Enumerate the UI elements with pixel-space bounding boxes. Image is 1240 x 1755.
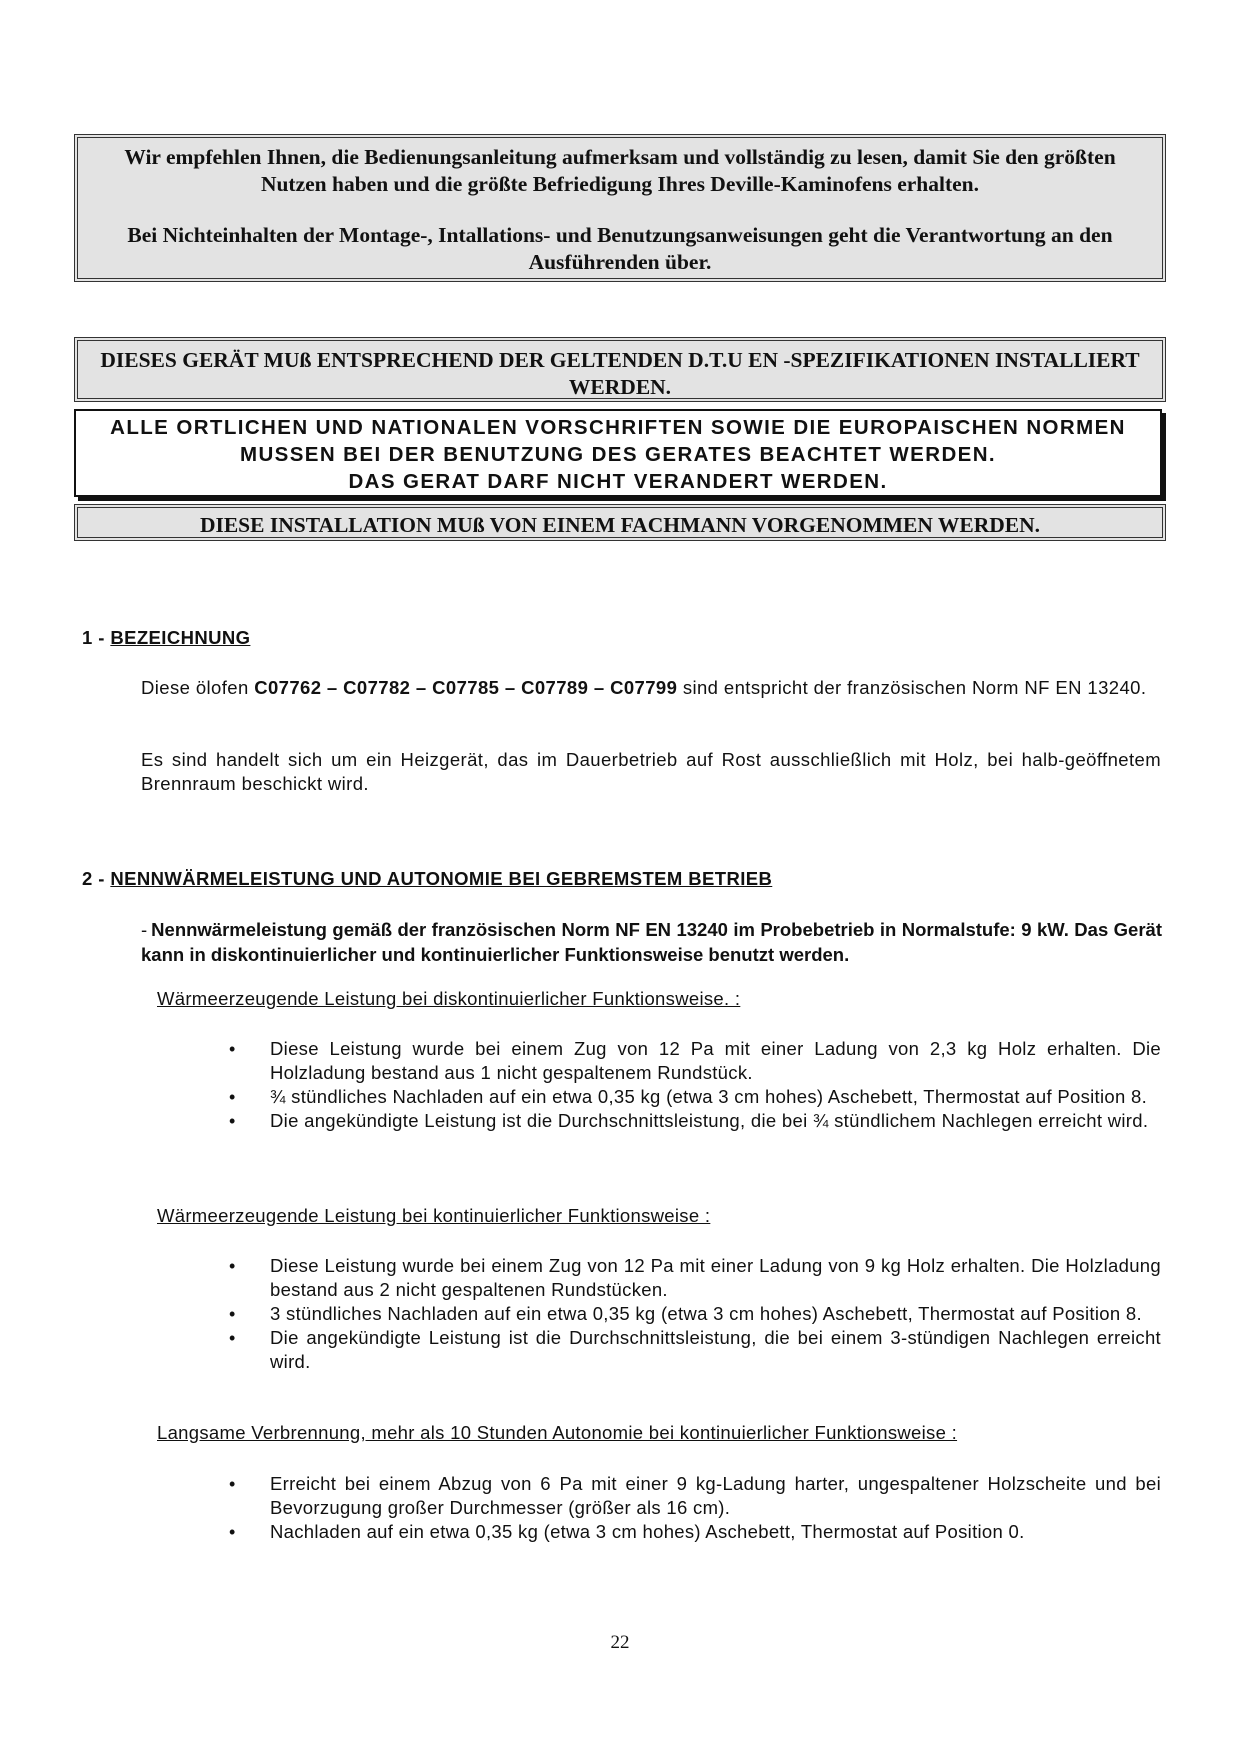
regulations-line-3: DAS GERAT DARF NICHT VERANDERT WERDEN. xyxy=(348,470,888,493)
dtu-warning-box xyxy=(74,337,1166,402)
list-item: • Nachladen auf ein etwa 0,35 kg (etwa 3 cm hohes) Aschebett, Thermostat auf Position 0. xyxy=(225,1520,1161,1544)
model-numbers: C07762 – C07782 – C07785 – C07789 – C07799 xyxy=(254,677,678,698)
continuous-operation-list xyxy=(225,1254,1161,1374)
section-1-paragraph-1 xyxy=(141,676,1161,700)
regulations-line-2: MUSSEN BEI DER BENUTZUNG DES GERATES BEACHTET WERDEN. xyxy=(239,443,997,466)
intro-notice-box xyxy=(74,134,1166,282)
regulations-warning-box xyxy=(74,409,1162,497)
regulations-line-1: ALLE ORTLICHEN UND NATIONALEN VORSCHRIFTEN SOWIE DIE EUROPAISCHEN NORMEN xyxy=(110,416,1126,439)
list-item: • Diese Leistung wurde bei einem Zug von 12 Pa mit einer Ladung von 2,3 kg Holz erhalten. Die Holzladung bestand aus 1 nicht gespaltenem Rundstück. xyxy=(225,1037,1161,1085)
page-number: 22 xyxy=(610,1632,630,1653)
section-1-paragraph-2: Es sind handelt sich um ein Heizgerät, das im Dauerbetrieb auf Rost ausschließlich mit Holz, bei halb-geöffnetem Brennraum beschickt wird. xyxy=(141,749,1161,794)
intro-paragraph-2: Bei Nichteinhalten der Montage-, Intallations- und Benutzungsanweisungen geht die Verantwortung an den Ausführenden über. xyxy=(127,223,1113,274)
slow-combustion-list xyxy=(225,1472,1161,1544)
discontinuous-operation-list xyxy=(225,1037,1161,1133)
nominal-output-text: Nennwärmeleistung gemäß der französischen Norm NF EN 13240 im Probebetrieb in Normalstufe: 9 kW. Das Gerät kann in diskontinuierlicher und kontinuierlicher Funktionsweise benutzt werden. xyxy=(141,919,1162,965)
dash-marker: - xyxy=(141,919,148,940)
section-1-title: BEZEICHNUNG xyxy=(110,627,251,648)
list-item: • Diese Leistung wurde bei einem Zug von 12 Pa mit einer Ladung von 9 kg Holz erhalten. Die Holzladung bestand aus 2 nicht gespaltenen Rundstücken. xyxy=(225,1254,1161,1302)
designation-intro-text: Diese ölofen xyxy=(141,677,255,698)
section-1-number: 1 - xyxy=(82,627,111,648)
nominal-output-statement xyxy=(141,917,1162,967)
slow-combustion-heading: Langsame Verbrennung, mehr als 10 Stunden Autonomie bei kontinuierlicher Funktionsweise : xyxy=(157,1422,958,1443)
section-2-heading xyxy=(82,868,772,890)
list-item: • Erreicht bei einem Abzug von 6 Pa mit einer 9 kg-Ladung harter, ungespaltener Holzscheite und bei Bevorzugung großer Durchmesser (größer als 16 cm). xyxy=(225,1472,1161,1520)
dtu-warning-text: DIESES GERÄT MUß ENTSPRECHEND DER GELTENDEN D.T.U EN -SPEZIFIKATIONEN INSTALLIERT WERDEN. xyxy=(100,348,1140,399)
list-item: • 3 stündliches Nachladen auf ein etwa 0,35 kg (etwa 3 cm hohes) Aschebett, Thermostat auf Position 8. xyxy=(225,1302,1161,1326)
intro-paragraph-1: Wir empfehlen Ihnen, die Bedienungsanleitung aufmerksam und vollständig zu lesen, damit Sie den größten Nutzen haben und die größte Befriedigung Ihres Deville-Kaminofens erhalten. xyxy=(124,145,1116,196)
list-item: • Die angekündigte Leistung ist die Durchschnittsleistung, die bei ¾ stündlichem Nachlegen erreicht wird. xyxy=(225,1109,1161,1133)
list-item: • ¾ stündliches Nachladen auf ein etwa 0,35 kg (etwa 3 cm hohes) Aschebett, Thermostat auf Position 8. xyxy=(225,1085,1161,1109)
continuous-operation-heading: Wärmeerzeugende Leistung bei kontinuierlicher Funktionsweise : xyxy=(157,1205,711,1226)
section-2-title: NENNWÄRMELEISTUNG UND AUTONOMIE BEI GEBREMSTEM BETRIEB xyxy=(110,868,773,889)
section-1-heading xyxy=(82,627,250,649)
installation-warning-box xyxy=(74,504,1166,541)
designation-norm-text: sind entspricht der französischen Norm NF EN 13240. xyxy=(677,677,1147,698)
discontinuous-operation-heading: Wärmeerzeugende Leistung bei diskontinuierlicher Funktionsweise. : xyxy=(157,988,741,1009)
section-2-number: 2 - xyxy=(82,868,111,889)
list-item: • Die angekündigte Leistung ist die Durchschnittsleistung, die bei einem 3-stündigen Nachlegen erreicht wird. xyxy=(225,1326,1161,1374)
installation-warning-text: DIESE INSTALLATION MUß VON EINEM FACHMANN VORGENOMMEN WERDEN. xyxy=(199,513,1041,537)
